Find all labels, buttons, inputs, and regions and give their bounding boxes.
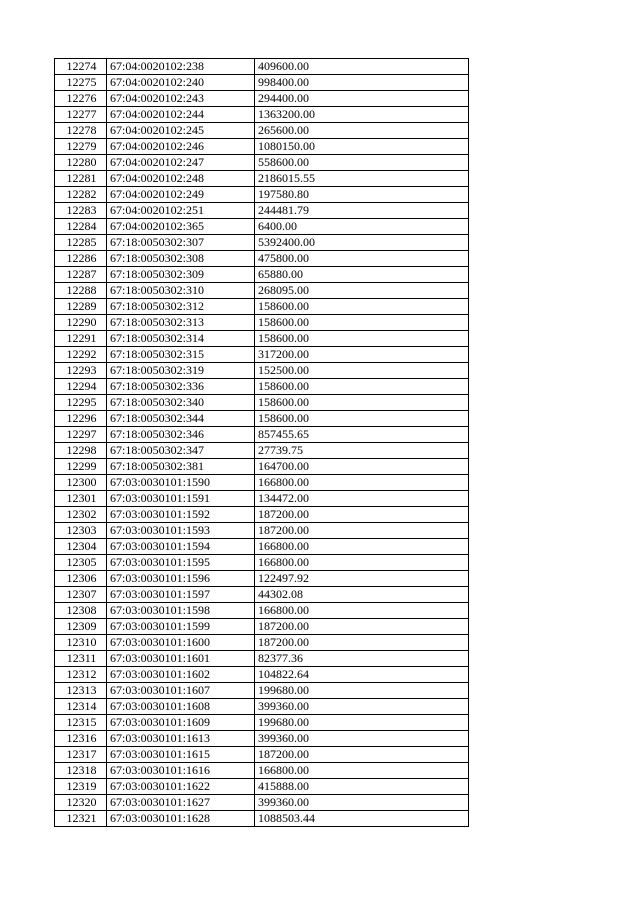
table-row (55, 411, 469, 427)
cadastral-value-cell: 475800.00 (255, 251, 469, 267)
cadastral-value-cell: 294400.00 (255, 91, 469, 107)
table-row (55, 203, 469, 219)
cadastral-number-cell: 67:18:0050302:312 (107, 299, 255, 315)
cadastral-value-cell: 187200.00 (255, 747, 469, 763)
row-number-cell: 12275 (55, 75, 107, 91)
cadastral-number-cell: 67:18:0050302:346 (107, 427, 255, 443)
table-row (55, 315, 469, 331)
row-number-cell: 12303 (55, 523, 107, 539)
cadastral-value-cell: 317200.00 (255, 347, 469, 363)
cadastral-number-cell: 67:03:0030101:1609 (107, 715, 255, 731)
row-number-cell: 12276 (55, 91, 107, 107)
cadastral-value-cell: 166800.00 (255, 475, 469, 491)
table-row (55, 59, 469, 75)
table-row (55, 363, 469, 379)
cadastral-value-cell: 399360.00 (255, 699, 469, 715)
table-row (55, 555, 469, 571)
cadastral-value-cell: 158600.00 (255, 395, 469, 411)
table-row (55, 603, 469, 619)
cadastral-value-cell: 27739.75 (255, 443, 469, 459)
table-row (55, 491, 469, 507)
data-table (54, 58, 469, 827)
table-row (55, 571, 469, 587)
table-row (55, 523, 469, 539)
row-number-cell: 12292 (55, 347, 107, 363)
row-number-cell: 12297 (55, 427, 107, 443)
cadastral-number-cell: 67:04:0020102:243 (107, 91, 255, 107)
table-row (55, 587, 469, 603)
cadastral-value-cell: 187200.00 (255, 635, 469, 651)
cadastral-value-cell: 399360.00 (255, 795, 469, 811)
table-row (55, 155, 469, 171)
cadastral-number-cell: 67:03:0030101:1596 (107, 571, 255, 587)
row-number-cell: 12311 (55, 651, 107, 667)
row-number-cell: 12299 (55, 459, 107, 475)
row-number-cell: 12318 (55, 763, 107, 779)
row-number-cell: 12281 (55, 171, 107, 187)
cadastral-number-cell: 67:04:0020102:365 (107, 219, 255, 235)
cadastral-number-cell: 67:04:0020102:238 (107, 59, 255, 75)
table-row (55, 107, 469, 123)
table-row (55, 651, 469, 667)
cadastral-number-cell: 67:03:0030101:1597 (107, 587, 255, 603)
cadastral-number-cell: 67:18:0050302:307 (107, 235, 255, 251)
cadastral-value-cell: 166800.00 (255, 603, 469, 619)
cadastral-number-cell: 67:04:0020102:244 (107, 107, 255, 123)
cadastral-value-cell: 104822.64 (255, 667, 469, 683)
cadastral-number-cell: 67:03:0030101:1602 (107, 667, 255, 683)
cadastral-number-cell: 67:18:0050302:315 (107, 347, 255, 363)
row-number-cell: 12287 (55, 267, 107, 283)
cadastral-number-cell: 67:18:0050302:314 (107, 331, 255, 347)
cadastral-value-cell: 558600.00 (255, 155, 469, 171)
row-number-cell: 12274 (55, 59, 107, 75)
table-row (55, 379, 469, 395)
row-number-cell: 12289 (55, 299, 107, 315)
cadastral-value-cell: 268095.00 (255, 283, 469, 299)
cadastral-value-cell: 199680.00 (255, 683, 469, 699)
row-number-cell: 12286 (55, 251, 107, 267)
cadastral-number-cell: 67:04:0020102:247 (107, 155, 255, 171)
cadastral-number-cell: 67:03:0030101:1608 (107, 699, 255, 715)
cadastral-value-cell: 5392400.00 (255, 235, 469, 251)
row-number-cell: 12310 (55, 635, 107, 651)
row-number-cell: 12277 (55, 107, 107, 123)
cadastral-number-cell: 67:03:0030101:1600 (107, 635, 255, 651)
row-number-cell: 12315 (55, 715, 107, 731)
cadastral-number-cell: 67:03:0030101:1593 (107, 523, 255, 539)
table-row (55, 139, 469, 155)
cadastral-value-cell: 199680.00 (255, 715, 469, 731)
row-number-cell: 12307 (55, 587, 107, 603)
cadastral-number-cell: 67:03:0030101:1613 (107, 731, 255, 747)
table-row (55, 395, 469, 411)
table-row (55, 427, 469, 443)
cadastral-value-cell: 409600.00 (255, 59, 469, 75)
table-row (55, 811, 469, 827)
table-row (55, 731, 469, 747)
cadastral-number-cell: 67:04:0020102:248 (107, 171, 255, 187)
row-number-cell: 12293 (55, 363, 107, 379)
table-row (55, 299, 469, 315)
cadastral-number-cell: 67:03:0030101:1601 (107, 651, 255, 667)
cadastral-value-cell: 158600.00 (255, 411, 469, 427)
cadastral-value-cell: 415888.00 (255, 779, 469, 795)
table-row (55, 171, 469, 187)
row-number-cell: 12312 (55, 667, 107, 683)
table-row (55, 619, 469, 635)
row-number-cell: 12320 (55, 795, 107, 811)
row-number-cell: 12291 (55, 331, 107, 347)
row-number-cell: 12278 (55, 123, 107, 139)
row-number-cell: 12302 (55, 507, 107, 523)
cadastral-number-cell: 67:03:0030101:1628 (107, 811, 255, 827)
table-body (55, 59, 469, 827)
cadastral-value-cell: 998400.00 (255, 75, 469, 91)
cadastral-value-cell: 399360.00 (255, 731, 469, 747)
row-number-cell: 12298 (55, 443, 107, 459)
cadastral-value-cell: 6400.00 (255, 219, 469, 235)
cadastral-number-cell: 67:18:0050302:309 (107, 267, 255, 283)
table-row (55, 779, 469, 795)
cadastral-value-cell: 158600.00 (255, 315, 469, 331)
cadastral-number-cell: 67:18:0050302:336 (107, 379, 255, 395)
cadastral-number-cell: 67:03:0030101:1615 (107, 747, 255, 763)
table-row (55, 747, 469, 763)
table-row (55, 507, 469, 523)
cadastral-value-cell: 197580.80 (255, 187, 469, 203)
row-number-cell: 12294 (55, 379, 107, 395)
row-number-cell: 12280 (55, 155, 107, 171)
table-row (55, 219, 469, 235)
row-number-cell: 12304 (55, 539, 107, 555)
cadastral-value-cell: 187200.00 (255, 523, 469, 539)
row-number-cell: 12313 (55, 683, 107, 699)
cadastral-value-cell: 44302.08 (255, 587, 469, 603)
cadastral-number-cell: 67:03:0030101:1627 (107, 795, 255, 811)
cadastral-value-cell: 1080150.00 (255, 139, 469, 155)
cadastral-number-cell: 67:03:0030101:1591 (107, 491, 255, 507)
cadastral-number-cell: 67:03:0030101:1592 (107, 507, 255, 523)
cadastral-number-cell: 67:18:0050302:381 (107, 459, 255, 475)
table-row (55, 635, 469, 651)
row-number-cell: 12301 (55, 491, 107, 507)
cadastral-number-cell: 67:18:0050302:313 (107, 315, 255, 331)
row-number-cell: 12305 (55, 555, 107, 571)
cadastral-number-cell: 67:03:0030101:1595 (107, 555, 255, 571)
cadastral-value-cell: 1363200.00 (255, 107, 469, 123)
row-number-cell: 12296 (55, 411, 107, 427)
row-number-cell: 12306 (55, 571, 107, 587)
cadastral-number-cell: 67:18:0050302:340 (107, 395, 255, 411)
table-row (55, 283, 469, 299)
row-number-cell: 12284 (55, 219, 107, 235)
row-number-cell: 12308 (55, 603, 107, 619)
table-row (55, 347, 469, 363)
table-row (55, 715, 469, 731)
row-number-cell: 12300 (55, 475, 107, 491)
row-number-cell: 12316 (55, 731, 107, 747)
row-number-cell: 12285 (55, 235, 107, 251)
cadastral-value-cell: 166800.00 (255, 539, 469, 555)
cadastral-value-cell: 158600.00 (255, 299, 469, 315)
row-number-cell: 12321 (55, 811, 107, 827)
table-row (55, 187, 469, 203)
cadastral-value-cell: 152500.00 (255, 363, 469, 379)
cadastral-value-cell: 164700.00 (255, 459, 469, 475)
row-number-cell: 12290 (55, 315, 107, 331)
cadastral-value-cell: 265600.00 (255, 123, 469, 139)
row-number-cell: 12282 (55, 187, 107, 203)
cadastral-value-cell: 134472.00 (255, 491, 469, 507)
cadastral-value-cell: 65880.00 (255, 267, 469, 283)
cadastral-value-cell: 82377.36 (255, 651, 469, 667)
row-number-cell: 12295 (55, 395, 107, 411)
table-row (55, 123, 469, 139)
row-number-cell: 12317 (55, 747, 107, 763)
cadastral-number-cell: 67:03:0030101:1622 (107, 779, 255, 795)
cadastral-number-cell: 67:03:0030101:1616 (107, 763, 255, 779)
cadastral-value-cell: 158600.00 (255, 379, 469, 395)
table-row (55, 267, 469, 283)
cadastral-value-cell: 244481.79 (255, 203, 469, 219)
table-row (55, 667, 469, 683)
row-number-cell: 12279 (55, 139, 107, 155)
cadastral-number-cell: 67:03:0030101:1590 (107, 475, 255, 491)
table-row (55, 699, 469, 715)
cadastral-number-cell: 67:04:0020102:251 (107, 203, 255, 219)
cadastral-number-cell: 67:03:0030101:1599 (107, 619, 255, 635)
row-number-cell: 12319 (55, 779, 107, 795)
cadastral-value-cell: 122497.92 (255, 571, 469, 587)
cadastral-number-cell: 67:04:0020102:245 (107, 123, 255, 139)
table-row (55, 683, 469, 699)
table-row (55, 795, 469, 811)
cadastral-number-cell: 67:18:0050302:310 (107, 283, 255, 299)
table-row (55, 251, 469, 267)
row-number-cell: 12309 (55, 619, 107, 635)
cadastral-value-cell: 187200.00 (255, 507, 469, 523)
table-row (55, 91, 469, 107)
row-number-cell: 12314 (55, 699, 107, 715)
table-row (55, 443, 469, 459)
cadastral-value-cell: 166800.00 (255, 555, 469, 571)
cadastral-number-cell: 67:03:0030101:1594 (107, 539, 255, 555)
table-row (55, 331, 469, 347)
table-row (55, 475, 469, 491)
table-row (55, 763, 469, 779)
cadastral-number-cell: 67:04:0020102:240 (107, 75, 255, 91)
cadastral-value-cell: 158600.00 (255, 331, 469, 347)
row-number-cell: 12283 (55, 203, 107, 219)
cadastral-value-cell: 857455.65 (255, 427, 469, 443)
cadastral-value-cell: 2186015.55 (255, 171, 469, 187)
cadastral-value-cell: 166800.00 (255, 763, 469, 779)
table-row (55, 459, 469, 475)
cadastral-number-cell: 67:03:0030101:1598 (107, 603, 255, 619)
cadastral-number-cell: 67:18:0050302:344 (107, 411, 255, 427)
cadastral-value-cell: 187200.00 (255, 619, 469, 635)
cadastral-number-cell: 67:03:0030101:1607 (107, 683, 255, 699)
cadastral-number-cell: 67:18:0050302:347 (107, 443, 255, 459)
cadastral-number-cell: 67:18:0050302:308 (107, 251, 255, 267)
table-row (55, 235, 469, 251)
table-row (55, 75, 469, 91)
cadastral-value-cell: 1088503.44 (255, 811, 469, 827)
cadastral-number-cell: 67:04:0020102:249 (107, 187, 255, 203)
row-number-cell: 12288 (55, 283, 107, 299)
cadastral-number-cell: 67:18:0050302:319 (107, 363, 255, 379)
cadastral-number-cell: 67:04:0020102:246 (107, 139, 255, 155)
table-row (55, 539, 469, 555)
